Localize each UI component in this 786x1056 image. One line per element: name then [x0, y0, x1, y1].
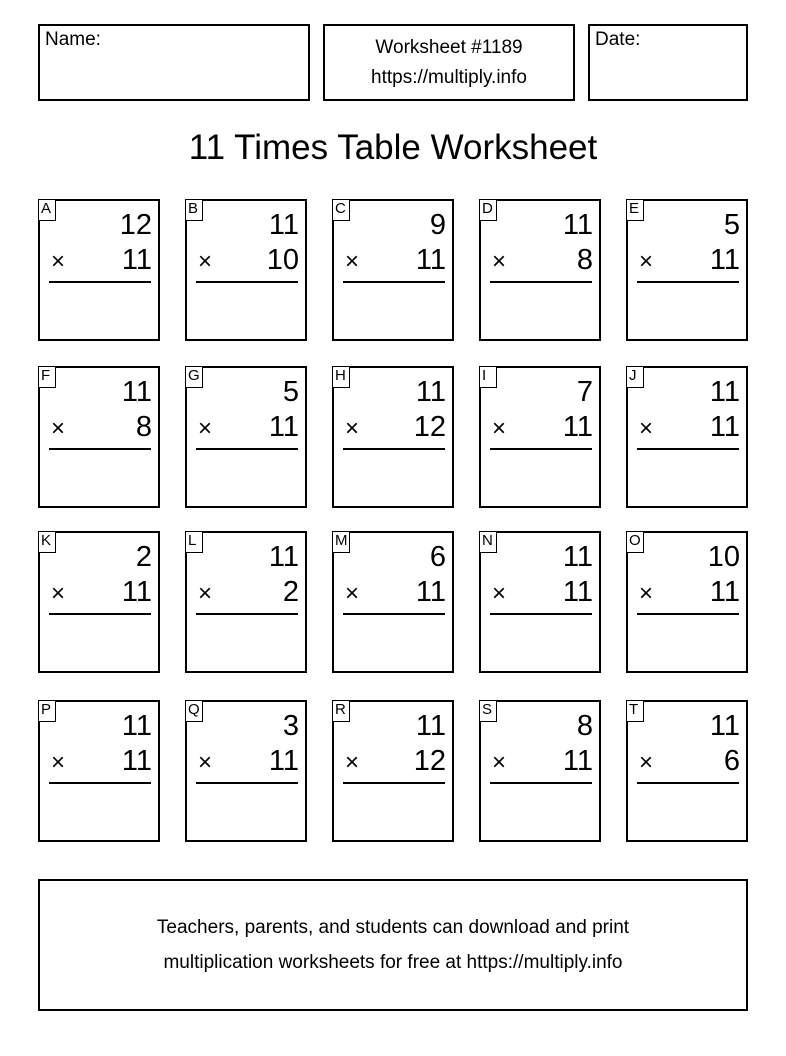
multiplicand: 10: [707, 541, 740, 573]
multiplier: 11: [415, 576, 446, 608]
problem-letter: N: [479, 531, 497, 553]
multiply-sign-icon: ×: [345, 749, 360, 776]
answer-line: [490, 613, 592, 615]
problem-letter: P: [38, 700, 56, 722]
problem-letter: D: [479, 199, 497, 221]
multiplier: 12: [413, 745, 446, 777]
multiplier: 11: [709, 411, 740, 443]
multiply-sign-icon: ×: [639, 749, 654, 776]
multiplier: 11: [562, 576, 593, 608]
multiply-sign-icon: ×: [198, 580, 213, 607]
answer-line: [637, 281, 739, 283]
multiply-sign-icon: ×: [198, 749, 213, 776]
multiplier: 2: [282, 576, 299, 608]
multiply-sign-icon: ×: [492, 749, 507, 776]
problem-letter: B: [185, 199, 203, 221]
multiplier: 8: [135, 411, 152, 443]
problem-letter: O: [626, 531, 644, 553]
multiplier: 11: [562, 411, 593, 443]
answer-line: [637, 782, 739, 784]
multiplicand: 11: [709, 376, 740, 408]
answer-line: [490, 448, 592, 450]
answer-line: [343, 281, 445, 283]
multiplier: 11: [709, 244, 740, 276]
multiplicand: 11: [415, 376, 446, 408]
multiplier: 12: [413, 411, 446, 443]
answer-line: [49, 613, 151, 615]
answer-line: [490, 281, 592, 283]
multiplicand: 11: [121, 376, 152, 408]
worksheet-website: https://multiply.info: [371, 66, 527, 88]
problem-letter: S: [479, 700, 497, 722]
multiplier: 11: [709, 576, 740, 608]
problem-card[interactable]: [626, 531, 748, 673]
problem-card[interactable]: [38, 531, 160, 673]
problem-card[interactable]: [332, 199, 454, 341]
multiply-sign-icon: ×: [492, 248, 507, 275]
problem-card[interactable]: [38, 700, 160, 842]
multiplier: 11: [121, 576, 152, 608]
multiply-sign-icon: ×: [345, 415, 360, 442]
worksheet-info-box: [323, 24, 575, 101]
footer-line-2: multiplication worksheets for free at https://multiply.info: [163, 952, 623, 973]
problem-card[interactable]: [185, 366, 307, 508]
date-field[interactable]: [588, 24, 748, 101]
answer-line: [196, 782, 298, 784]
problem-letter: H: [332, 366, 350, 388]
multiply-sign-icon: ×: [639, 580, 654, 607]
name-field[interactable]: [38, 24, 310, 101]
problem-card[interactable]: [332, 366, 454, 508]
multiplier: 11: [268, 745, 299, 777]
multiplier: 11: [415, 244, 446, 276]
page-title: 11 Times Table Worksheet: [188, 128, 598, 167]
multiply-sign-icon: ×: [639, 415, 654, 442]
multiplicand: 9: [429, 209, 446, 241]
multiply-sign-icon: ×: [345, 248, 360, 275]
problem-card[interactable]: [479, 700, 601, 842]
problem-letter: A: [38, 199, 56, 221]
multiplicand: 2: [135, 541, 152, 573]
multiplicand: 11: [121, 710, 152, 742]
problem-card[interactable]: [185, 199, 307, 341]
problem-letter: I: [479, 366, 497, 388]
answer-line: [343, 782, 445, 784]
problem-card[interactable]: [479, 531, 601, 673]
problem-card[interactable]: [38, 366, 160, 508]
problem-card[interactable]: [626, 199, 748, 341]
answer-line: [637, 613, 739, 615]
footer-line-1: Teachers, parents, and students can download and print: [156, 917, 630, 938]
answer-line: [490, 782, 592, 784]
problem-card[interactable]: [479, 199, 601, 341]
multiplicand: 11: [562, 541, 593, 573]
problem-letter: R: [332, 700, 350, 722]
problem-letter: T: [626, 700, 644, 722]
multiplicand: 11: [562, 209, 593, 241]
multiply-sign-icon: ×: [492, 415, 507, 442]
multiply-sign-icon: ×: [51, 415, 66, 442]
multiplier: 11: [562, 745, 593, 777]
problem-card[interactable]: [332, 531, 454, 673]
worksheet-number: Worksheet #1189: [375, 36, 523, 58]
answer-line: [49, 448, 151, 450]
problem-letter: C: [332, 199, 350, 221]
problem-letter: L: [185, 531, 203, 553]
problem-letter: M: [332, 531, 350, 553]
answer-line: [343, 613, 445, 615]
multiplier: 8: [576, 244, 593, 276]
multiplier: 6: [723, 745, 740, 777]
problem-letter: F: [38, 366, 56, 388]
problem-card[interactable]: [626, 700, 748, 842]
date-label: Date:: [595, 29, 641, 50]
multiply-sign-icon: ×: [51, 580, 66, 607]
multiplicand: 3: [282, 710, 299, 742]
multiply-sign-icon: ×: [51, 248, 66, 275]
multiply-sign-icon: ×: [198, 415, 213, 442]
multiplicand: 12: [119, 209, 152, 241]
name-label: Name:: [45, 29, 101, 50]
multiply-sign-icon: ×: [639, 248, 654, 275]
multiply-sign-icon: ×: [492, 580, 507, 607]
problem-card[interactable]: [626, 366, 748, 508]
multiplicand: 5: [723, 209, 740, 241]
multiplier: 10: [266, 244, 299, 276]
problem-letter: E: [626, 199, 644, 221]
answer-line: [196, 281, 298, 283]
problem-letter: Q: [185, 700, 203, 722]
multiplicand: 11: [709, 710, 740, 742]
footer-note: [38, 879, 748, 1011]
answer-line: [49, 281, 151, 283]
multiplier: 11: [121, 745, 152, 777]
multiplicand: 7: [576, 376, 593, 408]
problem-card[interactable]: [479, 366, 601, 508]
multiply-sign-icon: ×: [51, 749, 66, 776]
answer-line: [49, 782, 151, 784]
multiplier: 11: [121, 244, 152, 276]
answer-line: [196, 448, 298, 450]
problem-letter: J: [626, 366, 644, 388]
multiplicand: 6: [429, 541, 446, 573]
answer-line: [196, 613, 298, 615]
problem-card[interactable]: [38, 199, 160, 341]
problem-letter: K: [38, 531, 56, 553]
multiply-sign-icon: ×: [345, 580, 360, 607]
answer-line: [343, 448, 445, 450]
problem-card[interactable]: [332, 700, 454, 842]
multiplicand: 11: [268, 541, 299, 573]
multiplicand: 11: [268, 209, 299, 241]
answer-line: [637, 448, 739, 450]
multiplicand: 11: [415, 710, 446, 742]
multiply-sign-icon: ×: [198, 248, 213, 275]
problem-card[interactable]: [185, 700, 307, 842]
multiplicand: 5: [282, 376, 299, 408]
multiplier: 11: [268, 411, 299, 443]
problem-card[interactable]: [185, 531, 307, 673]
problem-letter: G: [185, 366, 203, 388]
multiplicand: 8: [576, 710, 593, 742]
